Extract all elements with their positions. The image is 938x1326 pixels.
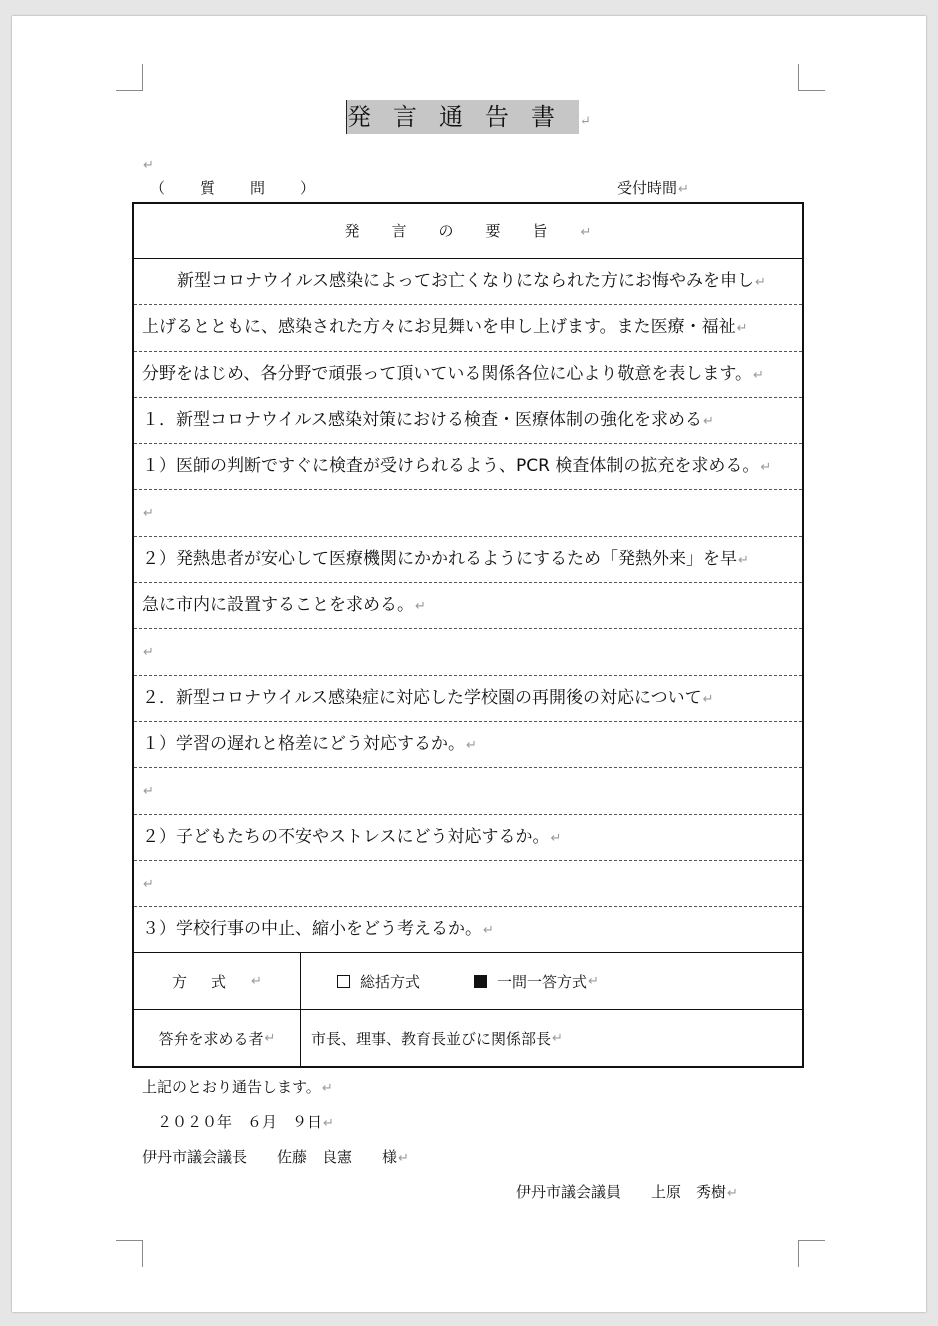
return-mark: ↵ <box>580 225 592 240</box>
return-mark: ↵ <box>143 158 154 173</box>
return-mark: ↵ <box>702 691 714 707</box>
gist-header-text: 発言の要旨 <box>344 222 580 240</box>
return-mark: ↵ <box>143 876 154 892</box>
return-mark: ↵ <box>760 460 772 476</box>
return-mark: ↵ <box>702 413 714 429</box>
notice-date[interactable] <box>142 1112 334 1134</box>
section-label[interactable]: （ 質 問 ） <box>150 179 326 197</box>
return-mark: ↵ <box>588 973 599 989</box>
gist-line-text: ２）発熱患者が安心して医療機関にかかれるようにするため「発熱外来」を早 <box>142 548 737 569</box>
return-mark: ↵ <box>552 1030 563 1046</box>
return-mark: ↵ <box>143 645 154 661</box>
format-option-2: 一問一答方式 <box>497 972 588 991</box>
return-mark: ↵ <box>752 367 764 383</box>
return-mark: ↵ <box>736 321 748 337</box>
reception-time-label[interactable] <box>617 178 689 200</box>
sender[interactable] <box>516 1182 738 1204</box>
crop-mark-bottom-left <box>116 1240 143 1267</box>
format-option-1: 総括方式 <box>360 972 421 991</box>
closing-text[interactable] <box>142 1077 333 1099</box>
return-mark: ↵ <box>415 599 426 615</box>
return-mark: ↵ <box>321 1081 333 1096</box>
gist-line-text: 新型コロナウイルス感染によってお亡くなりになられた方にお悔やみを申し <box>160 271 754 291</box>
return-mark: ↵ <box>678 182 689 197</box>
gist-line-text: １．新型コロナウイルス感染対策における検査・医療体制の強化を求める <box>142 409 702 430</box>
gist-line-text: ３）学校行事の中止、縮小をどう考えるか。 <box>142 919 482 940</box>
return-mark: ↵ <box>466 737 477 753</box>
empty-paragraph[interactable] <box>142 154 154 173</box>
sender-content: 伊丹市議会議員 上原 秀樹 <box>516 1183 727 1201</box>
crop-mark-top-left <box>116 64 143 91</box>
gist-line[interactable] <box>134 583 802 629</box>
gist-line-text: ２）子どもたちの不安やストレスにどう対応するか。 <box>142 826 550 847</box>
gist-line[interactable] <box>134 629 802 675</box>
notice-table <box>132 202 804 1068</box>
gist-line[interactable] <box>134 861 802 907</box>
gist-line[interactable] <box>134 907 802 953</box>
document-title[interactable] <box>346 100 594 134</box>
return-mark: ↵ <box>738 552 749 568</box>
document-page <box>12 16 926 1312</box>
gist-line[interactable] <box>134 398 802 444</box>
gist-line-text: 上げるとともに、感染された方々にお見舞いを申し上げます。また医療・福祉 <box>142 317 736 338</box>
crop-mark-bottom-right <box>798 1240 825 1267</box>
gist-header[interactable] <box>134 204 802 259</box>
gist-line-text: １）医師の判断ですぐに検査が受けられるよう、PCR 検査体制の拡充を求める。 <box>142 456 760 477</box>
respondent-label: 答弁を求める者 <box>158 1029 264 1048</box>
respondent-value-cell[interactable] <box>301 1010 802 1066</box>
return-mark: ↵ <box>143 506 154 522</box>
return-mark: ↵ <box>323 1116 334 1131</box>
gist-line[interactable] <box>134 537 802 583</box>
return-mark: ↵ <box>143 784 154 800</box>
gist-line-text: 分野をはじめ、各分野で頑張って頂いている関係各位に心より敬意を表します。 <box>142 363 752 384</box>
closing-text-content: 上記のとおり通告します。 <box>142 1078 321 1096</box>
notice-date-content: ２０２０年 ６月 ９日 <box>142 1113 323 1131</box>
gist-line[interactable] <box>134 490 802 536</box>
gist-line[interactable] <box>134 352 802 398</box>
reception-time-text: 受付時間 <box>617 179 678 197</box>
addressee-content: 伊丹市議会議長 佐藤 良憲 様 <box>142 1148 398 1166</box>
return-mark: ↵ <box>398 1151 409 1166</box>
respondent-label-cell[interactable] <box>134 1010 301 1066</box>
return-mark: ↵ <box>754 275 766 290</box>
title-text[interactable]: 発言通告書 <box>346 100 579 134</box>
gist-line-text: 急に市内に設置することを求める。 <box>142 595 414 616</box>
format-label: 方式 <box>172 972 251 991</box>
respondent-row <box>134 1010 802 1066</box>
format-label-cell[interactable] <box>134 953 301 1009</box>
gist-line[interactable] <box>134 768 802 814</box>
return-mark: ↵ <box>251 973 262 989</box>
return-mark: ↵ <box>264 1030 276 1046</box>
gist-line[interactable] <box>134 676 802 722</box>
crop-mark-top-right <box>798 64 825 91</box>
gist-line[interactable] <box>134 259 802 305</box>
return-mark: ↵ <box>483 923 494 939</box>
gist-line-text: ２．新型コロナウイルス感染症に対応した学校園の再開後の対応について <box>142 687 702 708</box>
checkbox-filled-icon[interactable] <box>474 975 487 988</box>
format-row <box>134 953 802 1010</box>
format-options-cell[interactable] <box>301 953 802 1009</box>
checkbox-empty-icon[interactable] <box>337 975 350 988</box>
return-mark: ↵ <box>580 114 591 129</box>
return-mark: ↵ <box>550 830 562 846</box>
gist-line[interactable] <box>134 722 802 768</box>
gist-line[interactable] <box>134 815 802 861</box>
gist-line-text: １）学習の遅れと格差にどう対応するか。 <box>142 733 465 754</box>
gist-line[interactable] <box>134 444 802 490</box>
respondent-value: 市長、理事、教育長並びに関係部長 <box>311 1029 552 1048</box>
gist-line[interactable] <box>134 305 802 351</box>
return-mark: ↵ <box>727 1186 738 1201</box>
addressee[interactable] <box>142 1147 409 1169</box>
